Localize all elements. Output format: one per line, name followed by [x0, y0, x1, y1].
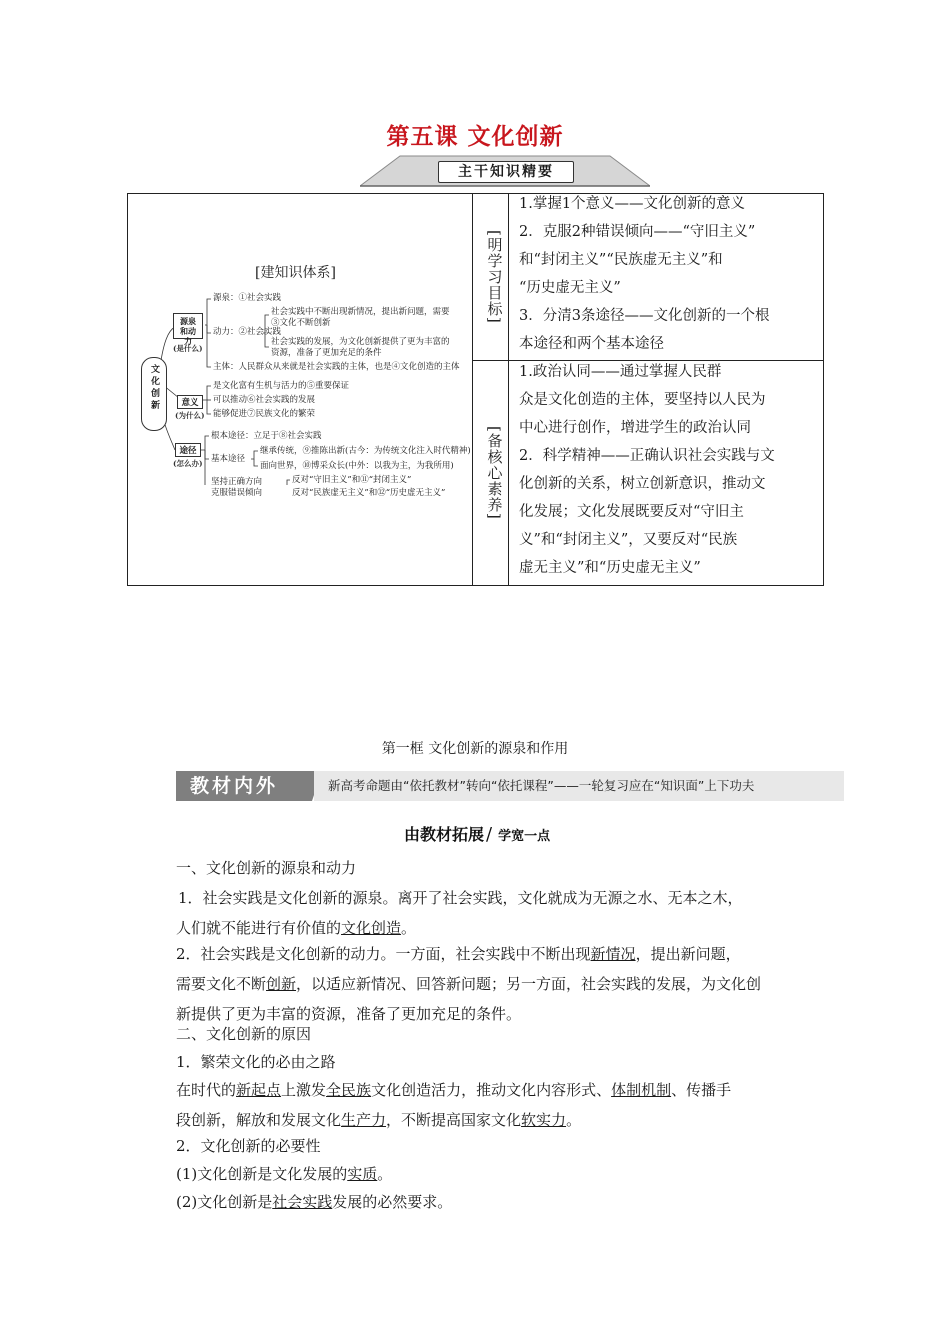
- mm-drive-b1: 社会实践的发展，为文化创新提供了更为丰富的: [271, 337, 450, 347]
- mm-subject: 主体：人民群众从来就是社会实践的主体，也是④文化创造的主体: [213, 362, 460, 372]
- goals-line: 1.掌握1个意义——文化创新的意义: [519, 196, 746, 212]
- branch-source-drive-note: (是什么): [173, 344, 203, 353]
- paragraph-reason: [176, 1075, 816, 1135]
- branch-meaning: 意义: [177, 395, 203, 409]
- mm-drive-a2: ③文化不断创新: [271, 318, 331, 328]
- textbook-bar-text: 新高考命题由“依托教材”转向“依托课程”——一轮复习应在“知识面”上下功夫: [314, 771, 844, 801]
- branch-path-note: (怎么办): [173, 459, 203, 468]
- literacy-line: 虚无主义”和“历史虚无主义”: [519, 560, 701, 576]
- section-banner: [360, 154, 650, 188]
- literacy-text: [519, 358, 775, 582]
- paragraph-line: 人们就不能进行有价值的文化创造。: [176, 919, 417, 937]
- goals-line: “历史虚无主义”: [519, 280, 621, 296]
- mm-path-d2: 反对“民族虚无主义”和⑫“历史虚无主义”: [292, 488, 446, 498]
- extension-heading: [404, 822, 550, 848]
- underlined-term: 新情况: [590, 945, 636, 963]
- branch-meaning-note: (为什么): [175, 411, 205, 420]
- goals-line: 3．分清3条途径——文化创新的一个根: [519, 308, 770, 324]
- literacy-line: 1.政治认同——通过掌握人民群: [519, 364, 722, 380]
- branch-path: 途径: [175, 443, 201, 457]
- heading-1: 一、文化创新的源泉和动力: [176, 859, 357, 877]
- mm-path-b1: 继承传统，⑨推陈出新(古今：为传统文化注入时代精神): [260, 446, 471, 456]
- frame-title: 第一框 文化创新的源泉和作用: [381, 741, 569, 757]
- mind-map-title: [建知识体系]: [255, 265, 336, 281]
- textbook-bar: [176, 771, 844, 801]
- extension-heading-main: 由教材拓展: [404, 825, 485, 844]
- underlined-term: 新起点: [236, 1081, 282, 1099]
- literacy-line: 义”和“封闭主义”，又要反对“民族: [519, 532, 738, 548]
- mm-path-d1: 反对“守旧主义”和⑪“封闭主义”: [292, 475, 412, 485]
- paragraph-line: 需要文化不断创新，以适应新情况、回答新问题；另一方面，社会实践的发展，为文化创: [176, 975, 762, 993]
- goals-line: 本途径和两个基本途径: [519, 336, 664, 352]
- underlined-term: 文化创造: [341, 919, 402, 937]
- table-divider: [472, 194, 473, 585]
- mm-path-b2: 面向世界，⑩博采众长(中外：以我为主，为我所用): [260, 461, 454, 471]
- literacy-line: 化创新的关系，树立创新意识，推动文: [519, 476, 766, 492]
- underlined-term: 软实力: [521, 1111, 567, 1129]
- extension-heading-sub: 学宽一点: [498, 829, 551, 844]
- heading-2-2: 2．文化创新的必要性: [176, 1137, 321, 1155]
- point-2: (2)文化创新是社会实践发展的必然要求。: [176, 1193, 453, 1211]
- underlined-term: 生产力: [341, 1111, 387, 1129]
- mm-meaning-1: 是文化富有生机与活力的⑤重要保证: [213, 381, 350, 391]
- underlined-term: 社会实践: [272, 1193, 333, 1211]
- slash-divider-icon: /: [486, 824, 493, 845]
- mm-path-root: 根本途径：立足于⑧社会实践: [211, 431, 322, 441]
- mm-path-basic: 基本途径: [211, 454, 246, 464]
- mind-map-root: 文化创新: [141, 357, 167, 431]
- mm-meaning-3: 能够促进⑦民族文化的繁荣: [213, 409, 316, 419]
- literacy-line: 中心进行创作，增进学生的政治认同: [519, 420, 751, 436]
- paragraph-source: [176, 883, 816, 943]
- mm-meaning-2: 可以推动⑥社会实践的发展: [213, 395, 316, 405]
- mm-drive-a1: 社会实践中不断出现新情况，提出新问题，需要: [271, 307, 450, 317]
- underlined-term: 创新: [266, 975, 297, 993]
- textbook-bar-label: 教材内外: [176, 771, 312, 801]
- goals-text: [519, 190, 769, 358]
- lesson-title: 第五课 文化创新: [386, 124, 564, 150]
- underlined-term: 实质: [347, 1165, 378, 1183]
- goals-line: 2．克服2种错误倾向——“守旧主义”: [519, 224, 756, 240]
- paragraph-line: 在时代的新起点上激发全民族文化创造活力，推动文化内容形式、体制机制、传播手: [176, 1081, 732, 1099]
- mm-drive: 动力：②社会实践: [213, 327, 282, 337]
- mind-map: [127, 285, 471, 498]
- literacy-label: [备核心素养]: [485, 426, 504, 520]
- underlined-term: 全民族: [326, 1081, 372, 1099]
- goals-line: 和“封闭主义”“民族虚无主义”和: [519, 252, 723, 268]
- mm-path-dir1: 坚持正确方向: [211, 477, 263, 487]
- paragraph-line: 1．社会实践是文化创新的源泉。离开了社会实践，文化就成为无源之水、无本之木，: [178, 889, 743, 907]
- paragraph-line: 段创新，解放和发展文化生产力，不断提高国家文化软实力。: [176, 1111, 582, 1129]
- underlined-term: 体制机制: [611, 1081, 672, 1099]
- literacy-line: 化发展；文化发展既要反对“守旧主: [519, 504, 744, 520]
- heading-2: 二、文化创新的原因: [176, 1025, 312, 1043]
- point-1: (1)文化创新是文化发展的实质。: [176, 1165, 393, 1183]
- literacy-line: 众是文化创造的主体，要坚持以人民为: [519, 392, 766, 408]
- branch-source-drive: 源泉和动力: [173, 313, 203, 339]
- paragraph-line: 2．社会实践是文化创新的动力。一方面，社会实践中不断出现新情况，提出新问题，: [176, 945, 741, 963]
- literacy-line: 2．科学精神——正确认识社会实践与文: [519, 448, 775, 464]
- paragraph-line: 新提供了更为丰富的资源，准备了更加充足的条件。: [176, 1005, 522, 1023]
- banner-label: 主干知识精要: [438, 161, 574, 183]
- mm-drive-b2: 资源，准备了更加充足的条件: [271, 348, 382, 358]
- paragraph-drive: [176, 939, 816, 1029]
- goals-label: [明学习目标]: [485, 230, 504, 324]
- table-divider: [508, 194, 509, 585]
- mm-source: 源泉：①社会实践: [213, 293, 282, 303]
- mm-path-dir2: 克服错误倾向: [211, 488, 263, 498]
- heading-2-1: 1．繁荣文化的必由之路: [176, 1053, 336, 1071]
